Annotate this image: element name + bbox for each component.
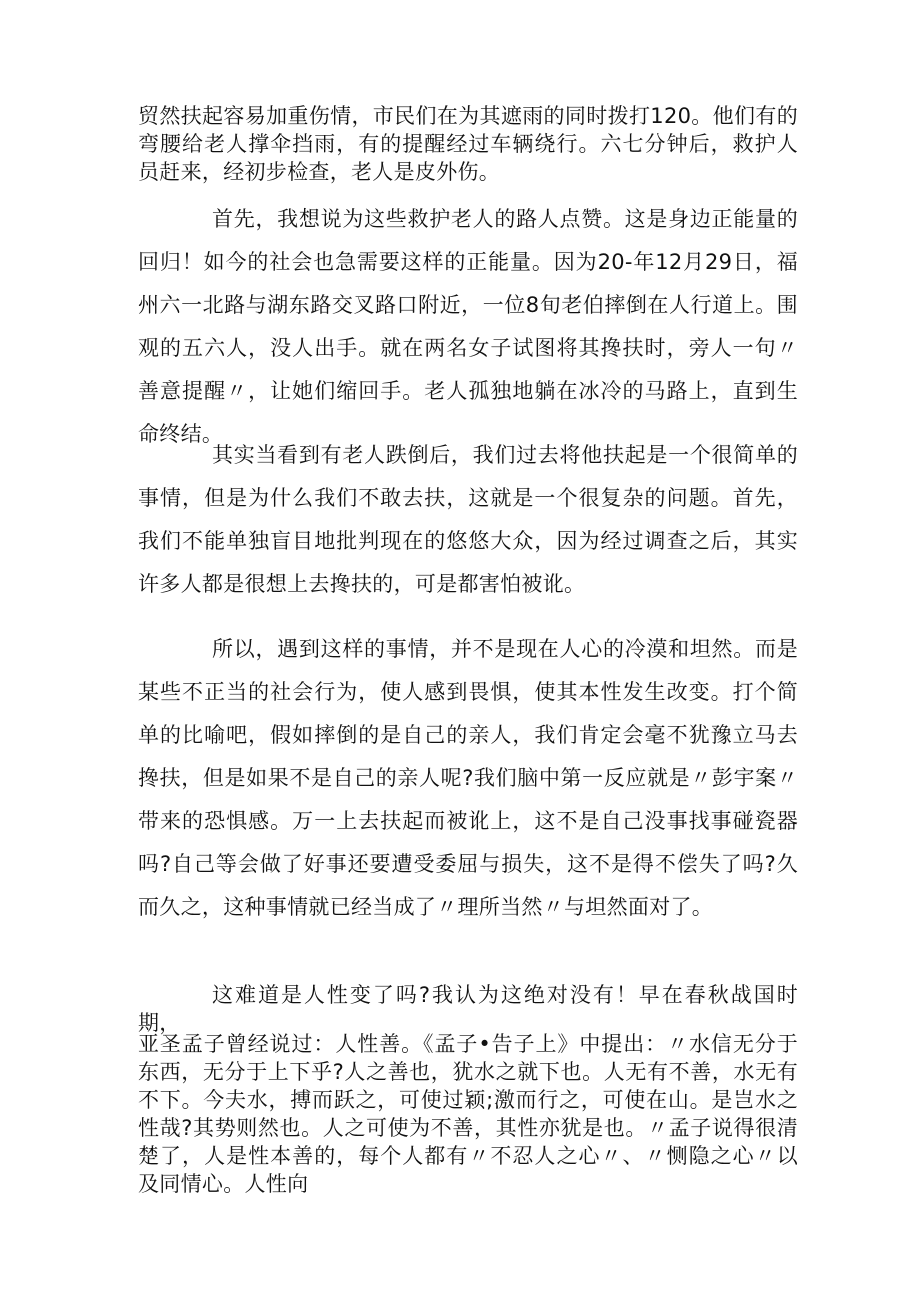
paragraph-3: 其实当看到有老人跌倒后，我们过去将他扶起是一个很简单的事情，但是为什么我们不敢去扶，这就是一个很复杂的问题。首先，我们不能单独盲目地批判现在的悠悠大众，因为经过调查之后，其实许多人都是很想上去搀扶的，可是都害怕被讹。 <box>138 443 798 596</box>
paragraph-4: 所以，遇到这样的事情，并不是现在人心的冷漠和坦然。而是某些不正当的社会行为，使人感到畏惧，使其本性发生改变。打个简单的比喻吧，假如摔倒的是自己的亲人，我们肯定会毫不犹豫立马去搀扶，但是如果不是自己的亲人呢?我们脑中第一反应就是〃彭宇案〃带来的恐惧感。万一上去扶起而被讹上，这不是自己没事找事碰瓷器吗?自己等会做了好事还要遭受委屈与损失，这不是得不偿失了吗?久而久之，这种事情就已经当成了〃理所当然〃与坦然面对了。 <box>138 637 798 919</box>
paragraph-6: 亚圣孟子曾经说过：人性善。《孟子•告子上》中提出：〃水信无分于东西，无分于上下乎?人之善也，犹水之就下也。人无有不善，水无有不下。今夫水，搏而跃之，可使过颖;激而行之，可使在山。是岂水之性哉?其势则然也。人之可使为不善，其性亦犹是也。〃孟子说得很清楚了，人是性本善的，每个人都有〃不忍人之心〃、〃恻隐之心〃以及同情心。人性向 <box>138 1032 798 1196</box>
paragraph-1: 贸然扶起容易加重伤情，市民们在为其遮雨的同时拨打120。他们有的弯腰给老人撑伞挡雨，有的提醒经过车辆绕行。六七分钟后，救护人员赶来，经初步检查，老人是皮外伤。 <box>138 104 798 184</box>
paragraph-2: 首先，我想说为这些救护老人的路人点赞。这是身边正能量的回归！如今的社会也急需要这样的正能量。因为20-年12月29日，福州六一北路与湖东路交叉路口附近，一位8旬老伯摔倒在人行道上。围观的五六人，没人出手。就在两名女子试图将其搀扶时，旁人一句〃善意提醒〃，让她们缩回手。老人孤独地躺在冰冷的马路上，直到生命终结。 <box>138 207 798 446</box>
paragraph-5: 这难道是人性变了吗?我认为这绝对没有！早在春秋战国时期， <box>138 983 798 1035</box>
